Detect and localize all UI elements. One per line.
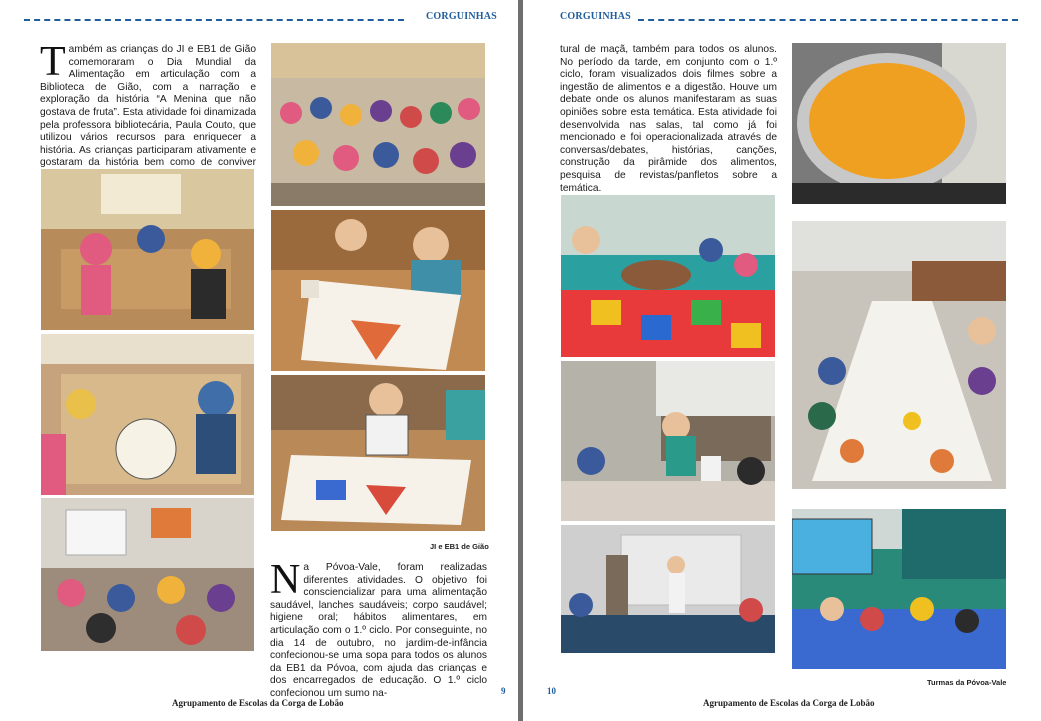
photo-soup-preparation	[560, 360, 776, 522]
article-giao-text: ambém as crianças do JI e EB1 de Gião comemoraram o Dia Mundial da Alimentação em articulação com a Biblioteca de Gião, com a narração e exploração da história “A Menina que não gostava de fruta”. Esta atividade foi dinamizada pela professora bibliotecária, Paula Couto, que utilizou vários recursos para enriquecer a história. As crianças participaram ativamente e gostaram da história bem como de conviver	[40, 44, 256, 169]
caption-giao: JI e EB1 de Gião	[430, 542, 489, 551]
photo-children-video-room	[40, 497, 255, 652]
page-number: 9	[501, 686, 506, 696]
article-povoa-vale-text: a Póvoa-Vale, foram realizadas diferentes atividades. O objetivo foi consciencializar para uma alimentação saudável, lanches saudáveis; corpo saudável; higiene oral; hábitos alimentares, em articulação com o 1.º ciclo. Por conseguinte, no dia 14 de outubro, no jardim-de-infância confecionou-se uma sopa para todos os alunos da EB1 da Póvoa, com ajuda das crianças e dos encarregados de educação. O 1.º ciclo confecionou um sumo na-	[270, 562, 487, 699]
article-povoa-vale	[270, 557, 487, 701]
footer: Agrupamento de Escolas da Corga de Lobão	[172, 698, 344, 708]
left-page	[0, 0, 518, 721]
photo-art	[561, 195, 776, 358]
photo-soup-lunch-table	[791, 220, 1007, 490]
photo-children-board-game	[40, 333, 255, 496]
photo-children-corridor	[560, 524, 776, 654]
photo-art	[792, 43, 1007, 205]
photo-classroom-video	[791, 508, 1007, 670]
photo-boys-drawing	[270, 209, 486, 372]
photo-children-activity-table	[40, 168, 255, 331]
header-title: CORGUINHAS	[426, 11, 497, 22]
photo-art	[41, 498, 255, 652]
photo-art	[41, 334, 255, 496]
footer: Agrupamento de Escolas da Corga de Lobão	[703, 698, 875, 708]
article-giao	[40, 39, 256, 183]
dropcap: T	[40, 39, 66, 85]
article-continuation: tural de maçã, também para todos os alunos. No período da tarde, em conjunto com o 1.º ciclo, foram visualizados dois filmes sobre a ingestão de alimentos e a digestão. Houve um debate onde os alunos manifestaram as suas opiniões sobre esta temática. Esta atividade foi desenvolvida nas salas, tal como já foi mencionado e foi operacionalizada através de conversas/debates, histórias, canções, construção da pirâmide dos alimentos, pesquisa de revistas/panfletos sobre a temática.	[560, 44, 777, 194]
photo-soup-pot	[791, 42, 1007, 205]
photo-children-puzzle-mat	[560, 194, 776, 358]
photo-girl-drawing	[270, 374, 486, 532]
photo-art	[271, 210, 486, 372]
dropcap: N	[270, 557, 301, 603]
right-page	[523, 0, 1041, 721]
caption-povoa-vale: Turmas da Póvoa-Vale	[927, 678, 1007, 687]
photo-group-seated-children	[270, 42, 486, 207]
page-number: 10	[547, 686, 556, 696]
photo-art	[271, 375, 486, 532]
photo-art	[792, 221, 1007, 490]
header-rule	[638, 19, 1018, 21]
header-rule	[24, 19, 404, 21]
photo-art	[271, 43, 486, 207]
header-title: CORGUINHAS	[560, 11, 631, 22]
photo-art	[561, 525, 776, 654]
photo-art	[561, 361, 776, 522]
photo-art	[41, 169, 255, 331]
photo-art	[792, 509, 1007, 670]
